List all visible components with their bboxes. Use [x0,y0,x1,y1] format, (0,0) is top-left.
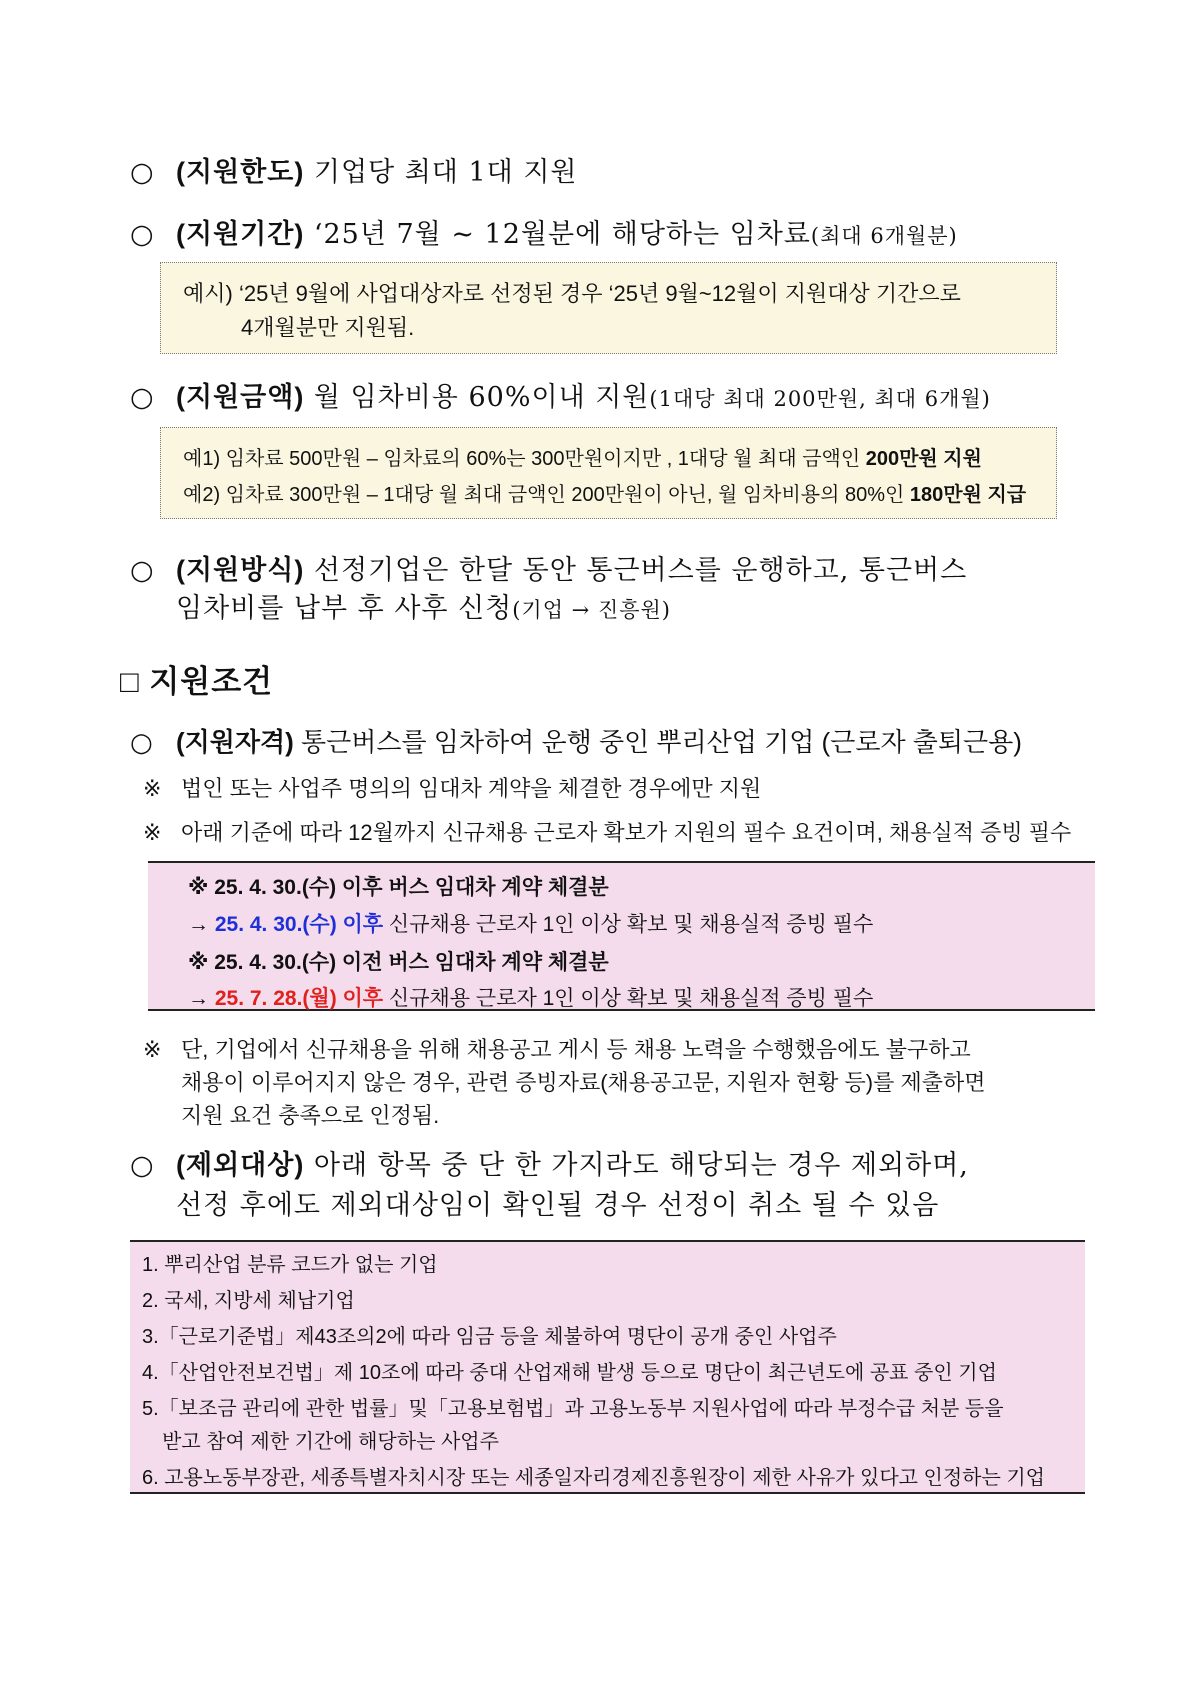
list-item: 받고 참여 제한 기간에 해당하는 사업주 [162,1431,499,1453]
list-item: 6. 고용노동부장관, 세종특별자치시장 또는 세종일자리경제진흥원장이 제한 사유가 있다고 인정하는 기업 [142,1467,1046,1489]
support-period-item [130,212,958,251]
item-text: 통근버스를 임차하여 운행 중인 뿌리산업 기업 (근로자 출퇴근용) [293,727,1022,757]
item-tag: (지원기간) [176,219,305,249]
example-line: 예2) 임차료 300만원 – 1대당 월 최대 금액인 200만원이 아닌, 월 임차비용의 80%인 180만원 지급 [183,484,1027,506]
support-amount-item [130,375,991,414]
exclusion-item [130,1143,969,1182]
item-tag: (지원한도) [176,157,305,187]
criteria-line: → 25. 7. 28.(월) 이후 신규채용 근로자 1인 이상 확보 및 채용실적 증빙 필수 [188,987,874,1010]
item-text: 월 임차비용 60%이내 지원 [304,382,650,413]
eligibility-item [130,722,1022,759]
list-item: 2. 국세, 지방세 체납기업 [142,1290,355,1312]
note-item: ※ 법인 또는 사업주 명의의 임대차 계약을 체결한 경우에만 지원 [143,776,762,801]
period-example-box [160,262,1057,354]
criteria-line: → 25. 4. 30.(수) 이후 신규채용 근로자 1인 이상 확보 및 채용실적 증빙 필수 [188,913,874,936]
item-tag: (지원자격) [176,727,294,757]
section-title: □ 지원조건 [120,664,274,699]
support-method-item [130,548,967,587]
exclusion-list-box [130,1240,1085,1494]
criteria-heading: ※ 25. 4. 30.(수) 이전 버스 임대차 계약 체결분 [188,951,609,974]
criteria-heading: ※ 25. 4. 30.(수) 이후 버스 임대차 계약 체결분 [188,876,609,899]
exclusion-continued: 선정 후에도 제외대상임이 확인될 경우 선정이 취소 될 수 있음 [176,1190,940,1221]
item-text: 선정기업은 한달 동안 통근버스를 운행하고, 통근버스 [304,555,968,586]
exception-note-line: 채용이 이루어지지 않은 경우, 관련 증빙자료(채용공고문, 지원자 현황 등)를 제출하면 [181,1070,986,1095]
circle-bullet: ○ [130,555,155,586]
circle-bullet: ○ [130,1150,155,1181]
item-small-text: (최대 6개월분) [810,224,958,248]
item-tag: (제외대상) [176,1150,305,1180]
item-tag: (지원금액) [176,382,305,412]
support-method-continued: 임차비를 납부 후 사후 신청(기업 → 진흥원) [176,593,671,624]
list-item: 1. 뿌리산업 분류 코드가 없는 기업 [142,1254,438,1276]
example-line: 예시) ‘25년 9월에 사업대상자로 선정된 경우 ‘25년 9월~12월이 지원대상 기간으로 [183,281,961,306]
exception-note: ※ 단, 기업에서 신규채용을 위해 채용공고 게시 등 채용 노력을 수행했음에도 불구하고 [143,1037,971,1062]
item-text: 기업당 최대 1대 지원 [304,157,578,188]
criteria-box [148,861,1095,1011]
circle-bullet: ○ [130,728,153,758]
circle-bullet: ○ [130,382,155,413]
example-line: 4개월분만 지원됨. [241,315,415,340]
list-item: 3.「근로기준법」제43조의2에 따라 임금 등을 체불하여 명단이 공개 중인 사업주 [142,1326,837,1348]
example-line: 예1) 임차료 500만원 – 임차료의 60%는 300만원이지만 , 1대당 월 최대 금액인 200만원 지원 [183,448,982,470]
item-tag: (지원방식) [176,555,305,585]
amount-example-box [160,427,1057,519]
item-small-text: (1대당 최대 200만원, 최대 6개월) [649,387,991,411]
circle-bullet: ○ [130,219,155,250]
list-item: 4.「산업안전보건법」제 10조에 따라 중대 산업재해 발생 등으로 명단이 최근년도에 공표 중인 기업 [142,1362,997,1384]
exception-note-line: 지원 요건 충족으로 인정됨. [181,1103,440,1128]
support-limit-item [130,150,577,189]
circle-bullet: ○ [130,157,155,188]
item-text: ‘25년 7월 ~ 12월분에 해당하는 임차료 [304,219,811,250]
item-text: 아래 항목 중 단 한 가지라도 해당되는 경우 제외하며, [304,1150,969,1181]
list-item: 5.「보조금 관리에 관한 법률」및「고용보험법」과 고용노동부 지원사업에 따라 부정수급 처분 등을 [142,1398,1004,1420]
note-item: ※ 아래 기준에 따라 12월까지 신규채용 근로자 확보가 지원의 필수 요건이며, 채용실적 증빙 필수 [143,820,1072,845]
